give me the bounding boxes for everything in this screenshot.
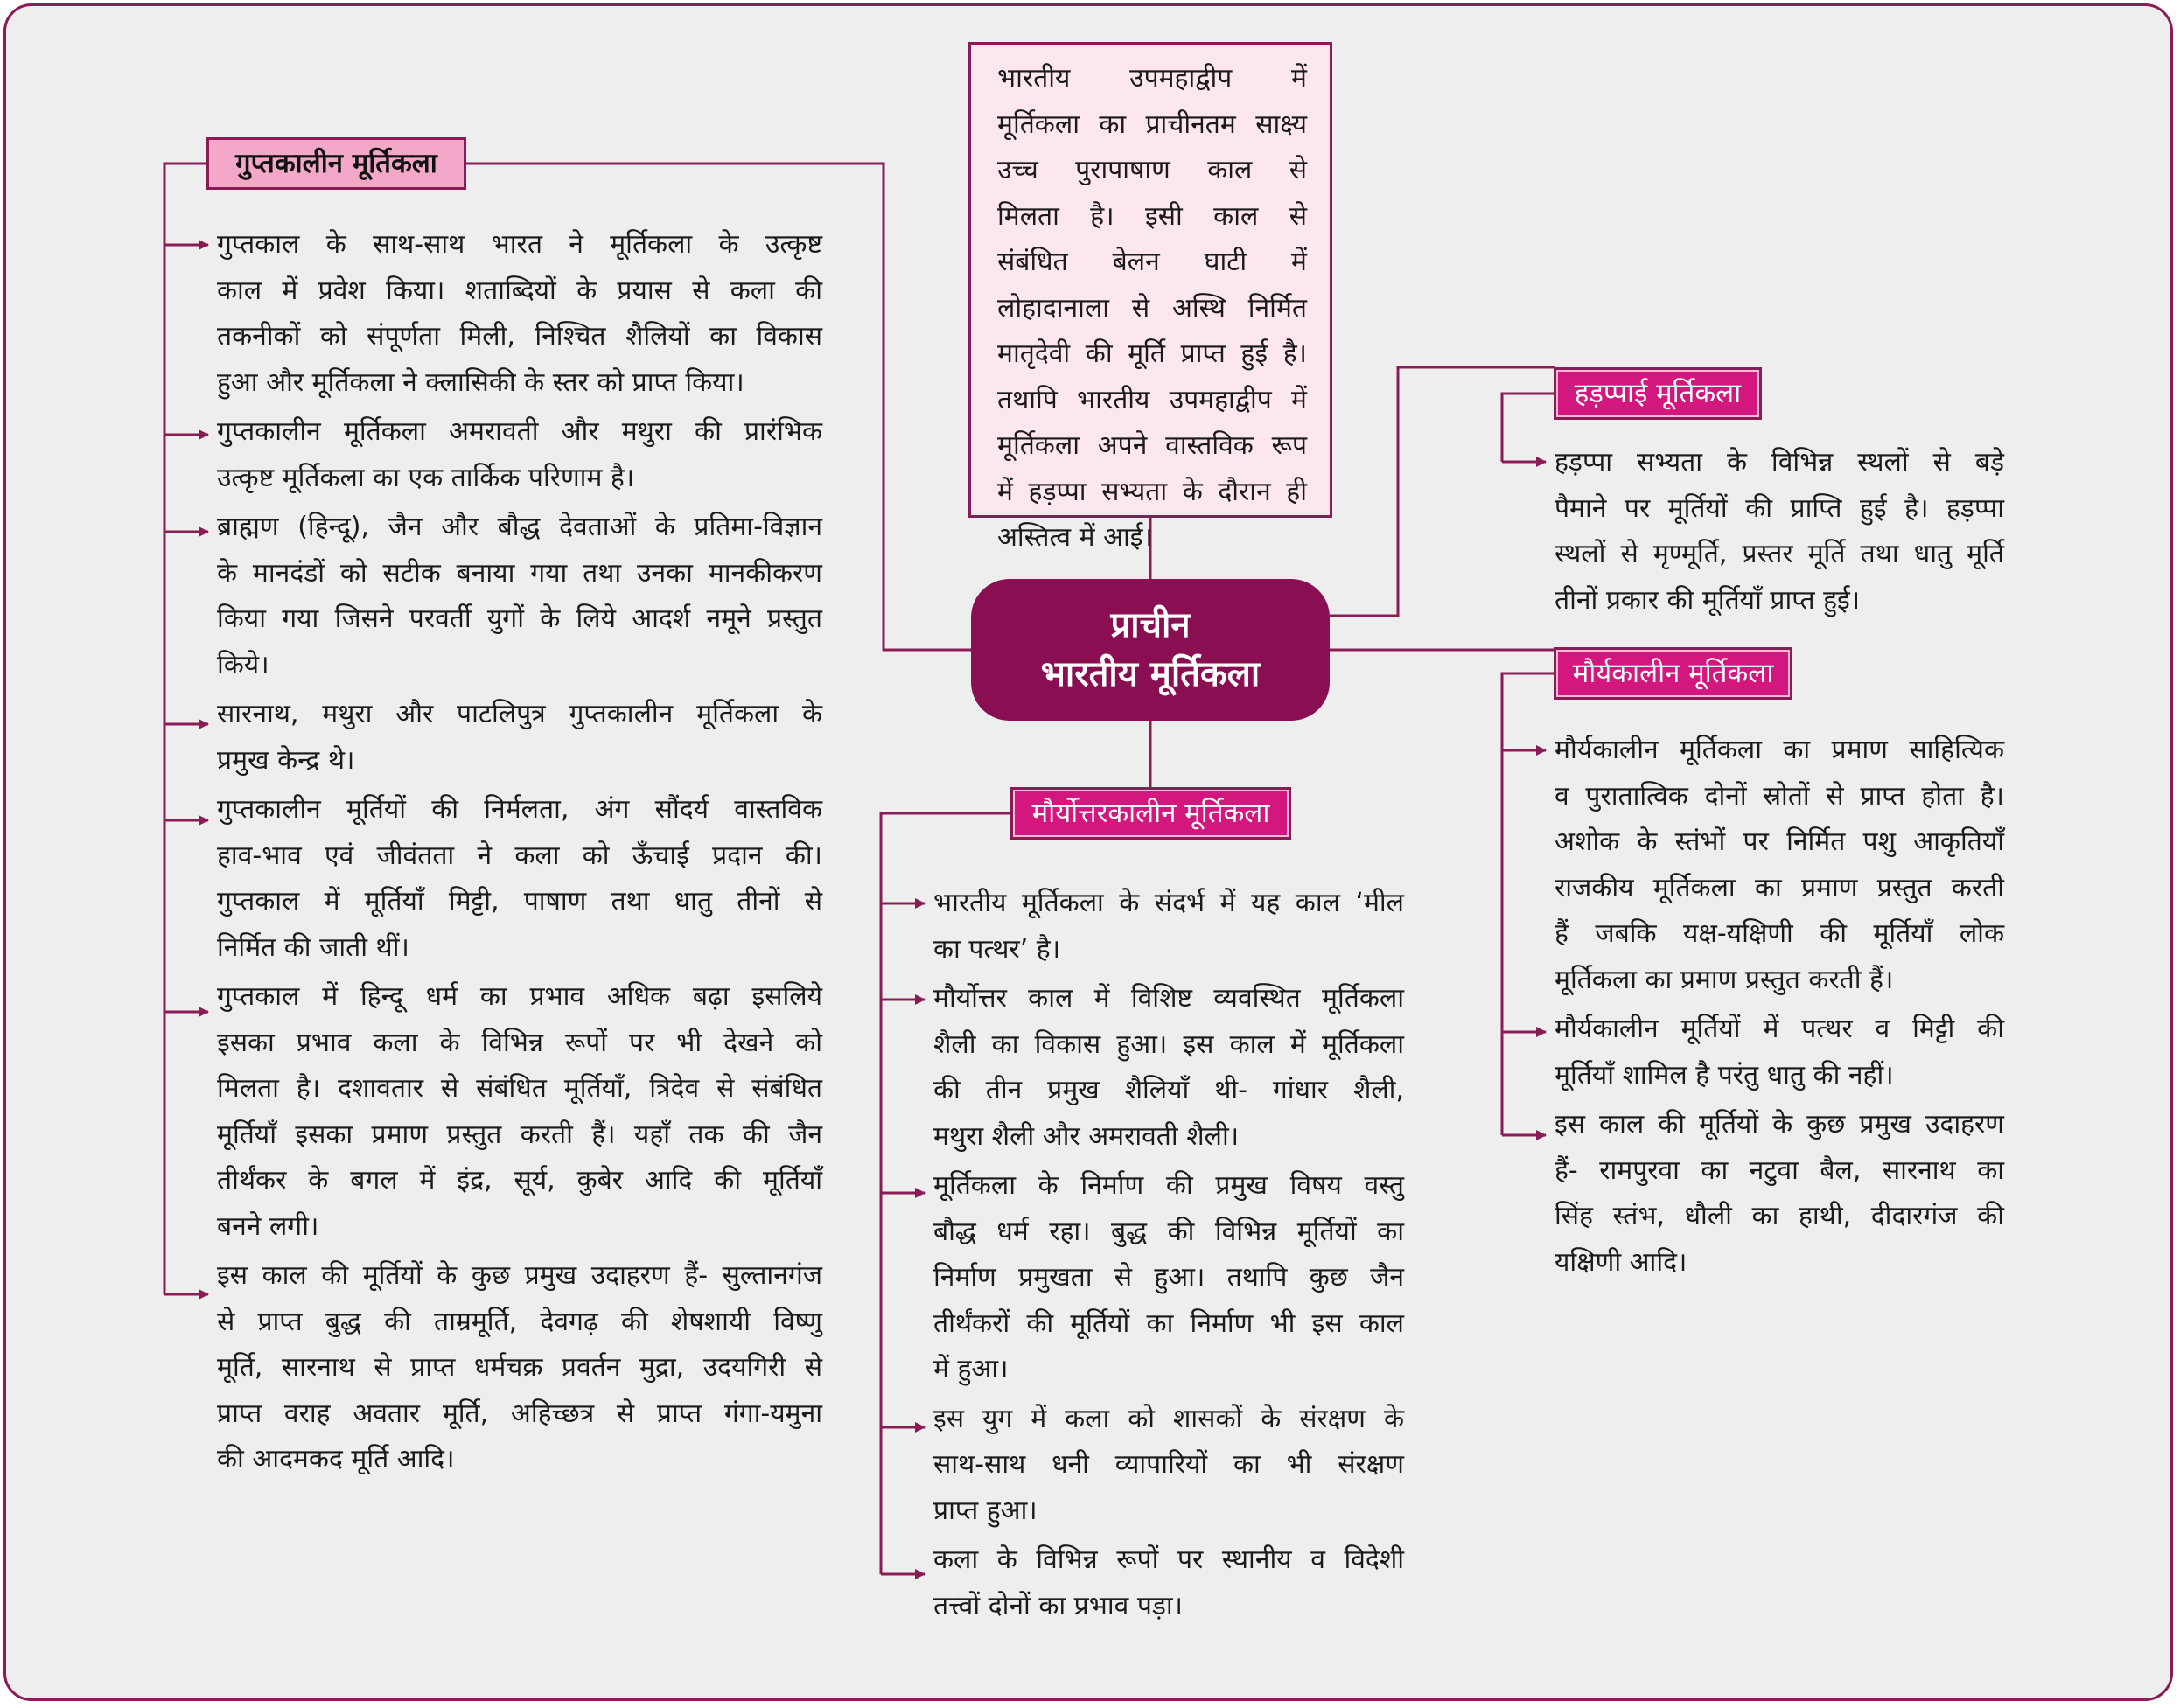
- text-line: राजकीय मूर्तिकला का प्रमाण प्रस्तुत करती: [1555, 872, 2004, 903]
- intro-line: अस्तित्व में आई।: [997, 522, 1153, 553]
- text-line: तीर्थंकर के बगल में इंद्र, सूर्य, कुबेर आदि की मूर्तियाँ: [217, 1165, 822, 1196]
- list-item: [933, 1163, 1404, 1393]
- text-line: हाव-भाव एवं जीवंतता ने कला को ऊँचाई प्रदान की।: [217, 840, 822, 871]
- text-line: उत्कृष्ट मूर्तिकला का एक तार्किक परिणाम है।: [217, 462, 635, 493]
- intro-text: [997, 56, 1307, 561]
- intro-line: भारतीय उपमहाद्वीप में: [997, 63, 1307, 94]
- text-line: इस काल की मूर्तियों के कुछ प्रमुख उदाहरण: [1555, 1109, 2004, 1140]
- gupta-heading: गुप्तकालीन मूर्तिकला: [206, 137, 466, 190]
- text-line: भारतीय मूर्तिकला के संदर्भ में यह काल ‘मील: [933, 888, 1404, 918]
- text-line: मौर्यकालीन मूर्तियों में पत्थर व मिट्टी की: [1555, 1014, 2004, 1044]
- maurya-bullets: [1555, 728, 2004, 1286]
- text-line: मिलता है। दशावतार से संबंधित मूर्तियाँ, त्रिदेव से संबंधित: [217, 1073, 822, 1104]
- text-line: मूर्तियाँ इसका प्रमाण प्रस्तुत करती हैं। यहाँ तक की जैन: [217, 1119, 822, 1150]
- intro-line: संबंधित बेलन घाटी में: [997, 247, 1307, 277]
- list-item: [217, 409, 822, 501]
- intro-line: मातृदेवी की मूर्ति प्राप्त हुई है।: [997, 338, 1307, 369]
- text-line: यक्षिणी आदि।: [1555, 1246, 1687, 1278]
- text-line: गुप्तकाल में हिन्दू धर्म का प्रभाव अधिक बढ़ा इसलिये: [217, 981, 822, 1012]
- list-item: [217, 1253, 822, 1483]
- text-line: का पत्थर’ है।: [933, 933, 1061, 965]
- gupta-spine: [164, 164, 208, 1294]
- harappa-bullets: [1555, 440, 2004, 624]
- intro-line: मूर्तिकला अपने वास्तविक रूप: [997, 430, 1307, 461]
- text-line: सारनाथ, मथुरा और पाटलिपुत्र गुप्तकालीन मूर्तिकला के: [217, 699, 822, 729]
- central-topic-line-2: भारतीय मूर्तिकला: [1040, 654, 1261, 694]
- text-line: में हुआ।: [933, 1354, 1009, 1384]
- text-line: के मानदंडों को सटीक बनाया गया तथा उनका मानकीकरण: [217, 557, 822, 589]
- central-topic-line-1: प्राचीन: [1110, 605, 1191, 645]
- text-line: मूर्तिकला के निर्माण की प्रमुख विषय वस्तु: [933, 1170, 1404, 1201]
- list-item: [217, 692, 822, 784]
- intro-line: मिलता है। इसी काल से: [997, 200, 1307, 232]
- text-line: तकनीकों को संपूर्णता मिली, निश्चित शैलियों का विकास: [217, 321, 822, 352]
- list-item: [217, 222, 822, 406]
- maurya-heading: मौर्यकालीन मूर्तिकला: [1554, 647, 1792, 700]
- list-item: [1555, 1102, 2004, 1286]
- text-line: की आदमकद मूर्ति आदि।: [217, 1444, 455, 1474]
- list-item: [1555, 728, 2004, 1003]
- text-line: हड़प्पा सभ्यता के विभिन्न स्थलों से बड़े: [1555, 447, 2004, 478]
- text-line: गुप्तकाल में मूर्तियाँ मिट्टी, पाषाण तथा धातु तीनों से: [217, 886, 822, 917]
- text-line: काल में प्रवेश किया। शताब्दियों के प्रयास से कला की: [217, 275, 822, 306]
- text-line: इस काल की मूर्तियों के कुछ प्रमुख उदाहरण हैं- सुल्तानगंज: [217, 1260, 822, 1291]
- text-line: तीनों प्रकार की मूर्तियाँ प्राप्त हुई।: [1555, 584, 1861, 616]
- list-item: [1555, 440, 2004, 624]
- list-item: [933, 1397, 1404, 1535]
- text-line: किया गया जिसने परवर्ती युगों के लिये आदर्श नमूने प्रस्तुत: [217, 603, 822, 634]
- text-line: स्थलों से मृण्मूर्ति, प्रस्तर मूर्ति तथा धातु मूर्ति: [1555, 539, 2004, 569]
- central-topic: [971, 579, 1330, 721]
- text-line: निर्मित की जाती थीं।: [217, 931, 409, 963]
- harappa-spine: [1502, 394, 1555, 462]
- text-line: प्राप्त वराह अवतार मूर्ति, अहिच्छत्र से प्राप्त गंगा-यमुना: [217, 1398, 822, 1429]
- text-line: से प्राप्त बुद्ध की ताम्रमूर्ति, देवगढ़ की शेषशायी विष्णु: [217, 1306, 822, 1337]
- text-line: बनने लगी।: [217, 1210, 319, 1242]
- text-line: हैं- रामपुरवा का नटुवा बैल, सारनाथ का: [1555, 1154, 2004, 1186]
- text-line: पैमाने पर मूर्तियों की प्राप्ति हुई है। हड़प्पा: [1555, 492, 2004, 524]
- list-item: [217, 974, 822, 1250]
- text-line: इस युग में कला को शासकों के संरक्षण के: [933, 1403, 1404, 1434]
- text-line: हैं जबकि यक्ष-यक्षिणी की मूर्तियाँ लोक: [1555, 918, 2004, 949]
- gupta-bullets: [217, 222, 822, 1483]
- intro-line: उच्च पुरापाषाण काल से: [997, 155, 1307, 185]
- list-item: [933, 976, 1404, 1160]
- intro-line: मूर्तिकला का प्राचीनतम साक्ष्य: [997, 108, 1307, 140]
- text-line: इसका प्रभाव कला के विभिन्न रूपों पर भी देखने को: [217, 1027, 822, 1058]
- text-line: गुप्तकालीन मूर्तिकला अमरावती और मथुरा की प्रारंभिक: [217, 416, 822, 447]
- list-item: [217, 787, 822, 971]
- list-item: [933, 1537, 1404, 1629]
- text-line: हुआ और मूर्तिकला ने क्लासिकी के स्तर को प्राप्त किया।: [217, 366, 744, 398]
- text-line: निर्माण प्रमुखता से हुआ। तथापि कुछ जैन: [933, 1262, 1404, 1293]
- text-line: कला के विभिन्न रूपों पर स्थानीय व विदेशी: [933, 1544, 1404, 1575]
- text-line: तत्त्वों दोनों का प्रभाव पड़ा।: [933, 1590, 1184, 1621]
- text-line: मौर्यकालीन मूर्तिकला का प्रमाण साहित्यिक: [1555, 735, 2004, 765]
- intro-line: में हड़प्पा सभ्यता के दौरान ही: [997, 476, 1307, 507]
- text-line: किये।: [217, 649, 269, 680]
- text-line: प्रमुख केन्द्र थे।: [217, 744, 355, 776]
- text-line: प्राप्त हुआ।: [933, 1495, 1038, 1526]
- harappa-heading: हड़प्पाई मूर्तिकला: [1554, 367, 1762, 420]
- text-line: गुप्तकाल के साथ-साथ भारत ने मूर्तिकला के उत्कृष्ट: [217, 229, 822, 260]
- list-item: [217, 505, 822, 688]
- text-line: मूर्ति, सारनाथ से प्राप्त धर्मचक्र प्रवर्तन मुद्रा, उदयगिरी से: [217, 1352, 822, 1383]
- text-line: मूर्तिकला का प्रमाण प्रस्तुत करती हैं।: [1555, 964, 1894, 995]
- list-item: [1555, 1007, 2004, 1098]
- text-line: ब्राह्मण (हिन्दू), जैन और बौद्ध देवताओं के प्रतिमा-विज्ञान: [217, 512, 822, 542]
- post-maurya-bullets: [933, 881, 1404, 1629]
- text-line: अशोक के स्तंभों पर निर्मित पशु आकृतियाँ: [1555, 826, 2004, 857]
- text-line: मथुरा शैली और अमरावती शैली।: [933, 1120, 1240, 1152]
- intro-line: तथापि भारतीय उपमहाद्वीप में: [997, 384, 1307, 415]
- text-line: गुप्तकालीन मूर्तियों की निर्मलता, अंग सौंदर्य वास्तविक: [217, 794, 822, 825]
- post-maurya-heading: मौर्योत्तरकालीन मूर्तिकला: [1010, 787, 1291, 840]
- text-line: मूर्तियाँ शामिल है परंतु धातु की नहीं।: [1555, 1059, 1894, 1091]
- intro-line: लोहादानाला से अस्थि निर्मित: [997, 292, 1307, 324]
- text-line: शैली का विकास हुआ। इस काल में मूर्तिकला: [933, 1028, 1404, 1060]
- text-line: सिंह स्तंभ, धौली का हाथी, दीदारगंज की: [1555, 1201, 2004, 1231]
- text-line: तीर्थंकरों की मूर्तियों का निर्माण भी इस काल: [933, 1307, 1404, 1339]
- maurya-spine: [1502, 673, 1555, 1135]
- text-line: साथ-साथ धनी व्यापारियों का भी संरक्षण: [933, 1449, 1404, 1480]
- list-item: [933, 881, 1404, 973]
- text-line: बौद्ध धर्म रहा। बुद्ध की विभिन्न मूर्तियों का: [933, 1216, 1404, 1247]
- text-line: व पुरातात्विक दोनों स्रोतों से प्राप्त होता है।: [1555, 780, 2004, 812]
- text-line: मौर्योत्तर काल में विशिष्ट व्यवस्थित मूर्तिकला: [933, 983, 1404, 1014]
- text-line: की तीन प्रमुख शैलियाँ थी- गांधार शैली,: [933, 1075, 1404, 1105]
- connector-center-harappa: [1330, 367, 1555, 616]
